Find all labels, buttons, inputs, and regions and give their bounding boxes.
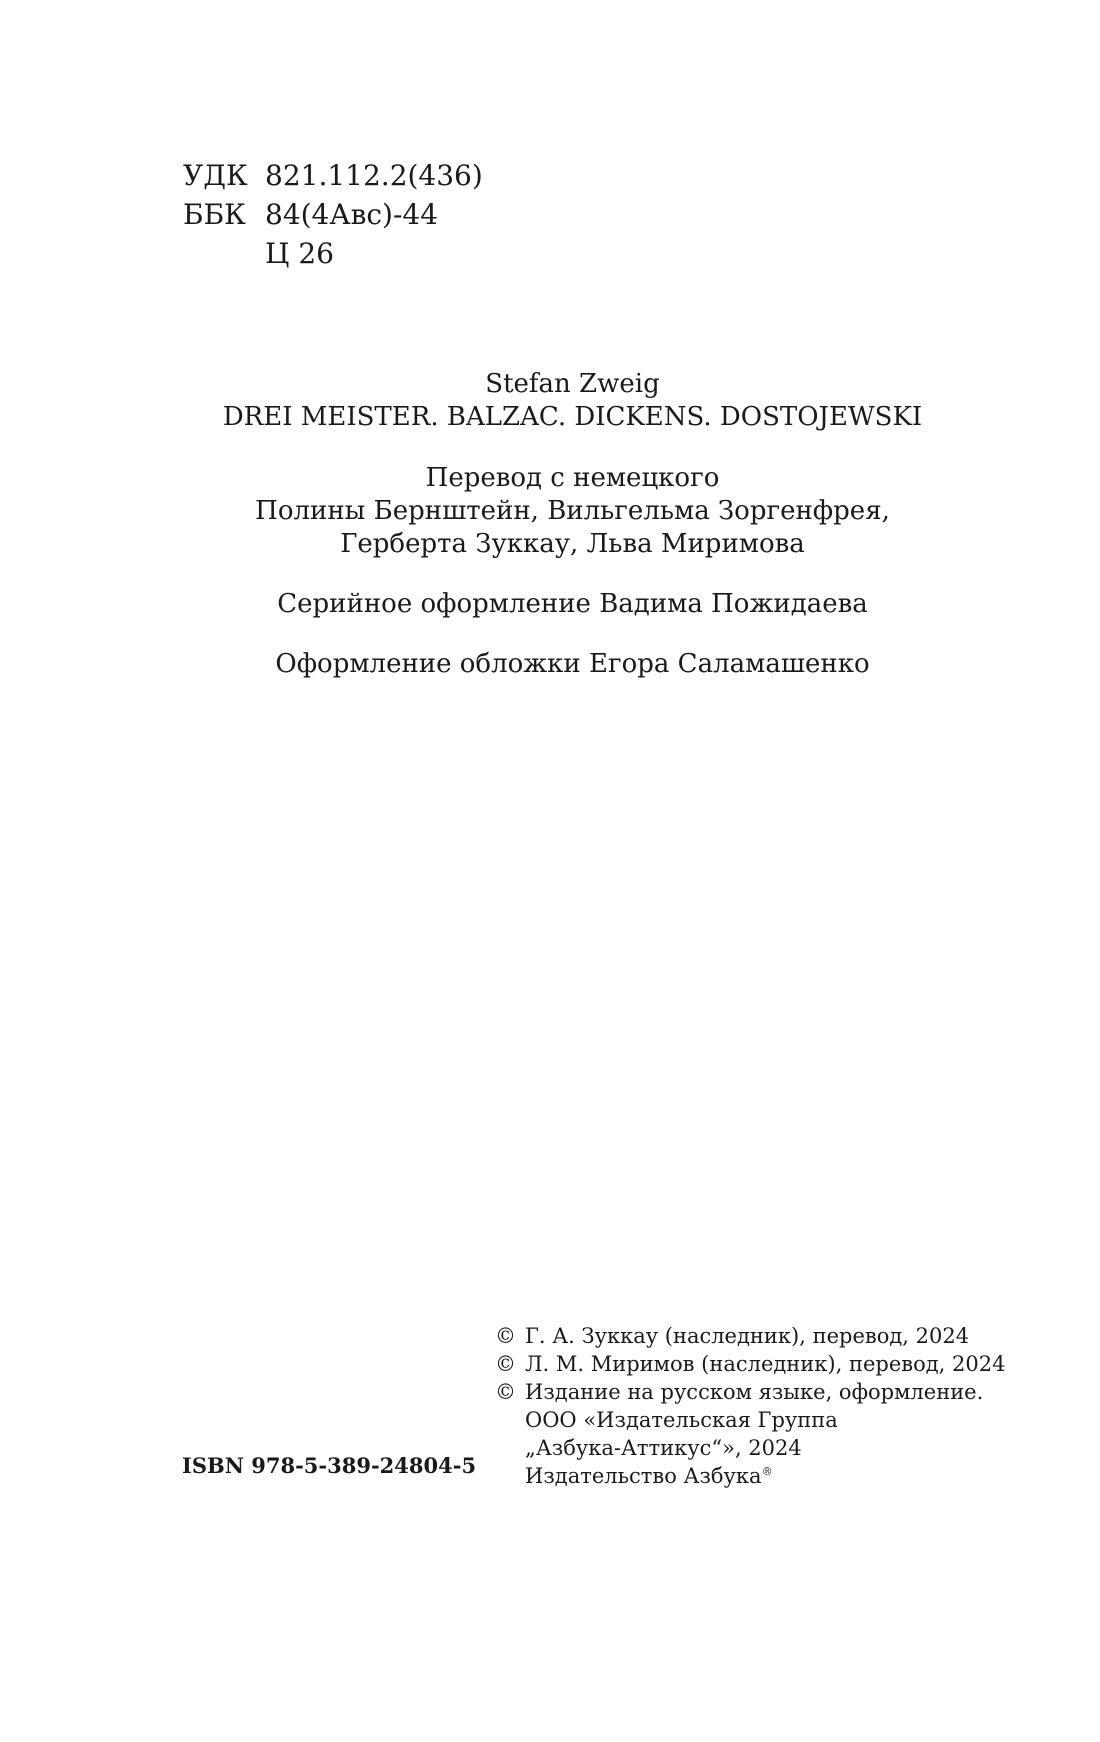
copyright-icon: © [495,1352,516,1376]
cover-design-credit [0,648,1100,681]
author-mark-row [183,234,483,273]
publisher-name: Издательство Азбука [525,1464,762,1488]
classification-codes [183,156,483,273]
copyright-continuation: „Азбука-Аттикус“», 2024 [525,1436,802,1460]
udk-label: УДК [183,159,248,192]
series-design-text: Серийное оформление Вадима Пожидаева [277,589,868,619]
registered-trademark-icon: ® [761,1465,773,1478]
copyright-text: Л. М. Миримов (наследник), перевод, 2024 [525,1352,1006,1376]
bbk-label: ББК [183,198,246,231]
translation-credits [0,462,1100,561]
series-design-credit [0,588,1100,621]
copyright-icon: © [495,1380,516,1404]
author-mark: Ц 26 [265,237,334,270]
copyright-text: Издание на русском языке, оформление. [525,1380,984,1404]
copyright-text: Г. А. Зуккау (наследник), перевод, 2024 [525,1324,970,1348]
isbn: ISBN 978-5-389-24804-5 [182,1453,477,1478]
copyright-row [495,1322,1005,1350]
copyright-icon: © [495,1324,516,1348]
copyright-block [495,1322,1005,1490]
original-author: Stefan Zweig [485,369,660,399]
cover-design-text: Оформление обложки Егора Саламашенко [275,649,870,679]
copyright-row [495,1378,1005,1406]
translation-line: Перевод с немецкого [425,463,720,493]
translation-line: Герберта Зуккау, Льва Миримова [340,529,805,559]
udk-row [183,156,483,195]
bbk-row [183,195,483,234]
translation-line: Полины Бернштейн, Вильгельма Зоргенфрея, [255,496,890,526]
udk-value: 821.112.2(436) [265,159,483,192]
bbk-value: 84(4Авс)-44 [265,198,439,231]
original-title: DREI MEISTER. BALZAC. DICKENS. DOSTOJEWSKI [222,402,923,432]
copyright-row [495,1350,1005,1378]
original-title-block [0,368,1100,434]
copyright-continuation: ООО «Издательская Группа [525,1408,838,1432]
publisher-line [495,1462,1005,1490]
